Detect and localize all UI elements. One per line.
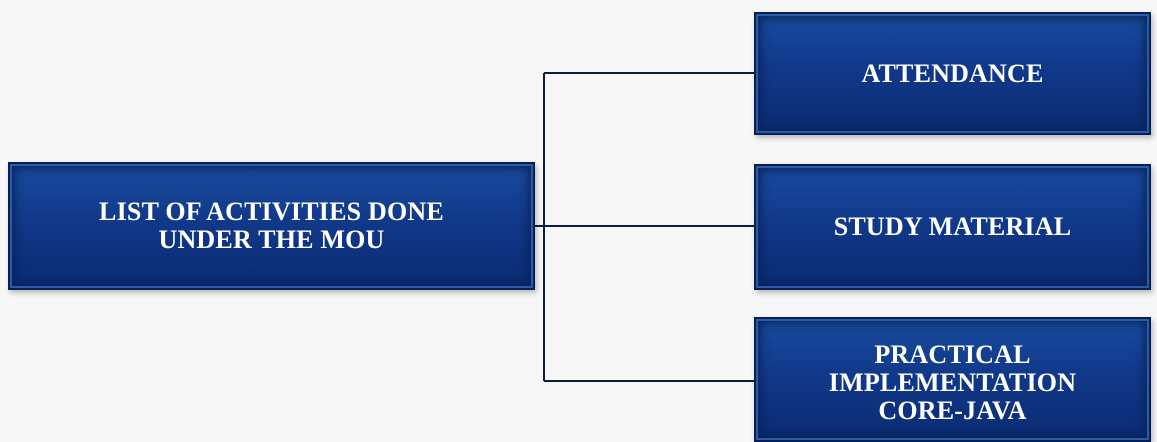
root-node [8, 162, 535, 290]
child-node-label: PRACTICAL IMPLEMENTATION CORE-JAVA [828, 339, 1077, 425]
child-node-practical-implementation [754, 317, 1151, 442]
root-node-label: LIST OF ACTIVITIES DONE UNDER THE MOU [99, 197, 444, 254]
child-node-attendance [754, 12, 1151, 135]
child-node-study-material [754, 164, 1151, 290]
child-node-label: ATTENDANCE [861, 58, 1044, 88]
child-node-label: STUDY MATERIAL [833, 212, 1072, 241]
